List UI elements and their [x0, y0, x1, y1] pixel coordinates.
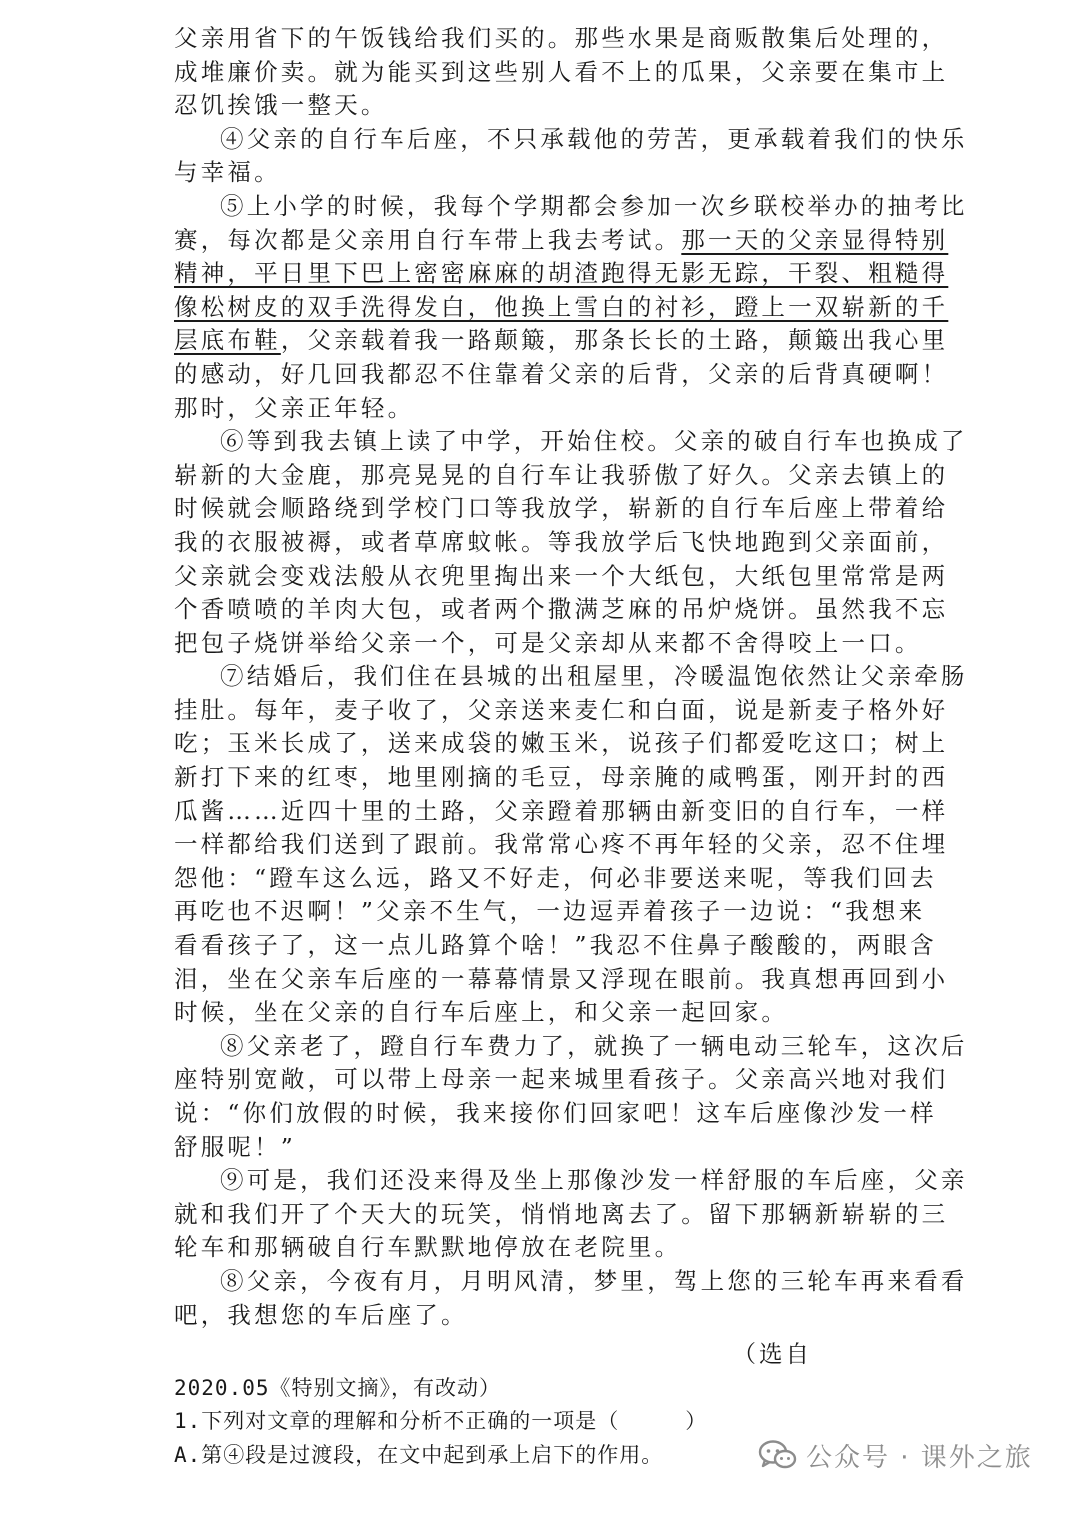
underlined-text: 层底布鞋	[174, 326, 281, 355]
text-line: 把包子烧饼举给父亲一个，可是父亲却从来都不舍得咬上一口。	[174, 628, 922, 657]
text-line: ⑨可是，我们还没来得及坐上那像沙发一样舒服的车后座，父亲	[220, 1166, 968, 1195]
paragraph-7	[174, 660, 968, 1030]
text-line: ⑦结婚后，我们住在县城的出租屋里，冷暖温饱依然让父亲牵肠	[220, 662, 968, 691]
source-line: （选自	[732, 1340, 812, 1369]
text-line: 一样都给我们送到了跟前。我常常心疼不再年轻的父亲，忍不住埋	[174, 830, 949, 859]
text-line: 看看孩子了，这一点儿路算个啥！”我忍不住鼻子酸酸的，两眼含	[174, 931, 937, 960]
source-line: 2020.05《特别文摘》，有改动）	[174, 1375, 502, 1400]
text-line: ⑧父亲，今夜有月，月明风清，梦里，驾上您的三轮车再来看看	[220, 1266, 968, 1295]
watermark	[758, 1434, 1033, 1476]
text-line: 吃；玉米长成了，送来成袋的嫩玉米，说孩子们都爱吃这口；树上	[174, 729, 949, 758]
text-line: ⑤上小学的时候，我每个学期都会参加一次乡联校举办的抽考比	[220, 191, 968, 220]
watermark-text: 公众号 · 课外之旅	[806, 1442, 1033, 1473]
text-line: 的感动，好几回我都忍不住靠着父亲的后背，父亲的后背真硬啊！	[174, 359, 949, 388]
text-line: 轮车和那辆破自行车默默地停放在老院里。	[174, 1233, 682, 1262]
plain-text: 赛，每次都是父亲用自行车带上我去考试。	[174, 225, 682, 254]
text-line: 再吃也不迟啊！”父亲不生气，一边逗弄着孩子一边说：“我想来	[174, 897, 926, 926]
text-line	[174, 324, 949, 358]
text-line: 成堆廉价卖。就为能买到这些别人看不上的瓜果，父亲要在集市上	[174, 57, 949, 86]
text-line: 个香喷喷的羊肉大包，或者两个撒满芝麻的吊炉烧饼。虽然我不忘	[174, 595, 949, 624]
source-attribution	[174, 1338, 898, 1405]
text-line: ④父亲的自行车后座，不只承载他的劳苦，更承载着我们的快乐	[220, 124, 968, 153]
paragraph-5	[174, 190, 968, 425]
text-line: 座特别宽敞，可以带上母亲一起来城里看孩子。父亲高兴地对我们	[174, 1065, 949, 1094]
text-line: 父亲就会变戏法般从衣兜里掏出来一个大纸包，大纸包里常常是两	[174, 561, 949, 590]
text-line	[174, 224, 949, 258]
text-line: 那时，父亲正年轻。	[174, 393, 415, 422]
text-line: 时候，坐在父亲的自行车后座上，和父亲一起回家。	[174, 998, 789, 1027]
text-line: 新打下来的红枣，地里刚摘的毛豆，母亲腌的咸鸭蛋，刚开封的西	[174, 763, 949, 792]
question-stem: 1.下列对文章的理解和分析不正确的一项是（ ）	[174, 1409, 708, 1434]
paragraph-8	[174, 1030, 968, 1164]
paragraph-intro	[174, 22, 949, 123]
plain-text: ，父亲载着我一路颠簸，那条长长的土路，颠簸出我心里	[280, 326, 949, 355]
text-line: 时候就会顺路绕到学校门口等我放学，崭新的自行车后座上带着给	[174, 494, 949, 523]
text-line: 与幸福。	[174, 158, 281, 187]
question-option-a: A.第④段是过渡段，在文中起到承上启下的作用。	[174, 1442, 664, 1467]
text-line: ⑥等到我去镇上读了中学，开始住校。父亲的破自行车也换成了	[220, 427, 968, 456]
text-line: 就和我们开了个天大的玩笑，悄悄地离去了。留下那辆新崭崭的三	[174, 1199, 949, 1228]
text-line: 崭新的大金鹿，那亮晃晃的自行车让我骄傲了好久。父亲去镇上的	[174, 460, 949, 489]
text-line: 泪，坐在父亲车后座的一幕幕情景又浮现在眼前。我真想再回到小	[174, 964, 949, 993]
text-line: 我的衣服被褥，或者草席蚊帐。等我放学后飞快地跑到父亲面前，	[174, 527, 949, 556]
underlined-text: 那一天的父亲显得特别	[681, 225, 949, 254]
text-line	[174, 257, 949, 291]
underlined-text: 像松树皮的双手洗得发白，他换上雪白的衬衫，蹬上一双崭新的千	[174, 292, 949, 321]
text-line: 怨他：“蹬车这么远，路又不好走，何必非要送来呢，等我们回去	[174, 863, 937, 892]
paragraph-9	[174, 1164, 968, 1265]
text-line: 舒服呢！”	[174, 1132, 297, 1161]
wechat-icon	[758, 1439, 798, 1471]
text-line: 吧，我想您的车后座了。	[174, 1300, 468, 1329]
text-line	[174, 291, 949, 325]
text-line: ⑧父亲老了，蹬自行车费力了，就换了一辆电动三轮车，这次后	[220, 1031, 968, 1060]
text-line: 父亲用省下的午饭钱给我们买的。那些水果是商贩散集后处理的，	[174, 24, 949, 52]
text-line: 说：“你们放假的时候，我来接你们回家吧！这车后座像沙发一样	[174, 1099, 937, 1127]
underlined-text: 精神，平日里下巴上密密麻麻的胡渣跑得无影无踪，干裂、粗糙得	[174, 259, 949, 288]
text-line: 瓜酱……近四十里的土路，父亲蹬着那辆由新变旧的自行车，一样	[174, 796, 949, 825]
paragraph-10	[174, 1265, 968, 1332]
paragraph-4	[174, 123, 968, 190]
paragraph-6	[174, 425, 968, 660]
text-line: 忍饥挨饿一整天。	[174, 91, 388, 120]
text-line: 挂肚。每年，麦子收了，父亲送来麦仁和白面，说是新麦子格外好	[174, 695, 949, 724]
